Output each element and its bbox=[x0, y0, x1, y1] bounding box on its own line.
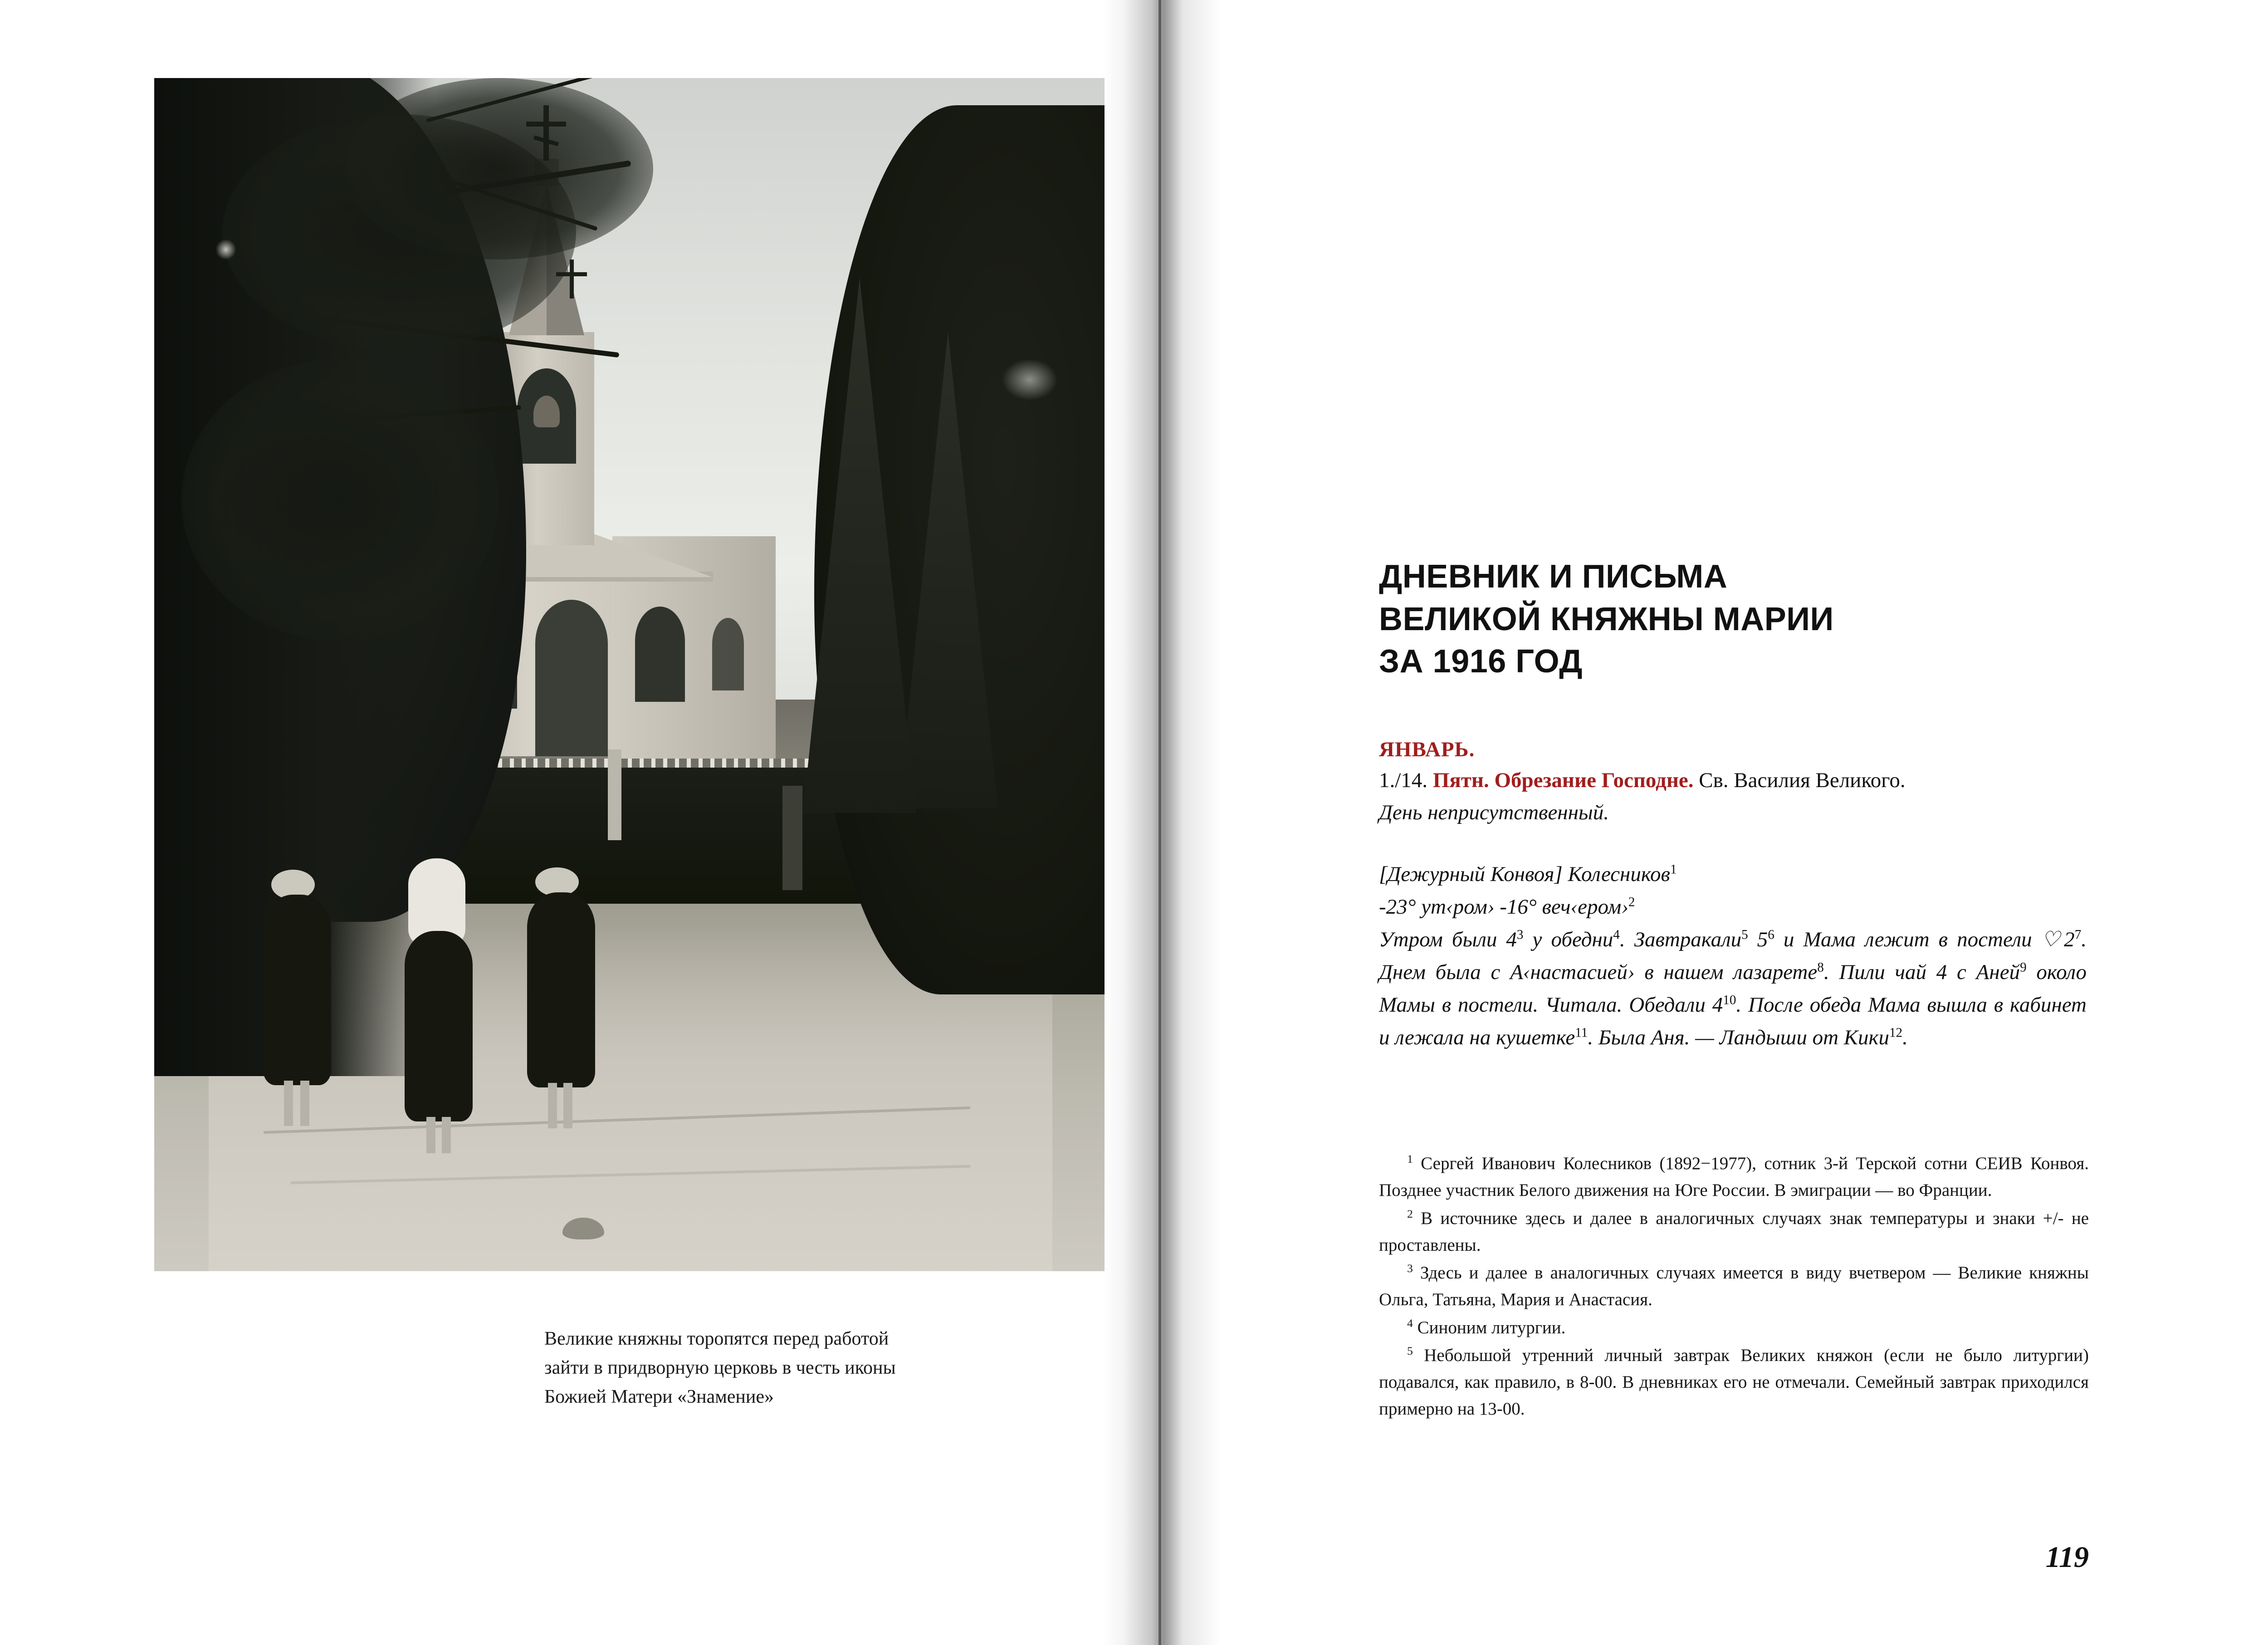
text-page bbox=[1306, 0, 2168, 1645]
page-gutter-fold bbox=[1158, 0, 1161, 1645]
footnote-text: В источнике здесь и далее в аналогичных случаях знак температуры и знаки +/- не проставлены. bbox=[1379, 1208, 2089, 1255]
footnote-text: Сергей Иванович Колесников (1892−1977), сотник 3-й Терской сотни СЕИВ Конвоя. Позднее участник Белого движения на Юге России. В эмиграции — во Франции. bbox=[1379, 1154, 2089, 1200]
church-door bbox=[535, 600, 608, 756]
photo-light-flare bbox=[1002, 359, 1057, 400]
footnote-item: $^5$ Небольшой утренний личный завтрак Великих княжон (если не было литургии) подавался, как правило, в 8-00. В дневниках его не отмечали. Семейный завтрак приходился примерно на 13-00. bbox=[1379, 1344, 2089, 1419]
footnote-text: Небольшой утренний личный завтрак Великих княжон (если не было литургии) подавался, как правило, в 8-00. В дневниках его не отмечали. Семейный завтрак приходился примерно на 13-00. bbox=[1379, 1345, 2089, 1419]
page-title-line: ВЕЛИКОЙ КНЯЖНЫ МАРИИ bbox=[1379, 601, 1834, 637]
photo-caption-line: зайти в придворную церковь в честь иконы bbox=[544, 1357, 896, 1378]
church-window bbox=[712, 618, 744, 690]
photo-fence-post bbox=[608, 749, 621, 840]
diary-line-temperature-text: -23° ут‹ром› -16° веч‹ером› bbox=[1379, 895, 1628, 919]
entry-saint: Св. Василия Великого. bbox=[1699, 769, 1906, 792]
page-number: 119 bbox=[2045, 1541, 2089, 1574]
photo-light-flare bbox=[215, 239, 236, 260]
footnotes bbox=[1379, 1150, 2089, 1424]
church-cross-secondary-vertical bbox=[570, 259, 574, 299]
diary-line-duty-text: [Дежурный Конвоя] Колесников bbox=[1379, 862, 1670, 886]
footnote-text: Здесь и далее в аналогичных случаях имеется в виду вчетвером — Великие княжны Ольга, Татьяна, Мария и Анастасия. bbox=[1379, 1263, 2089, 1310]
entry-heading bbox=[1379, 764, 2087, 828]
entry-feast: Пятн. Обрезание Господне. bbox=[1432, 769, 1694, 792]
diary-paragraph: Утром были $4^3$ у обедни$^4$. Завтракали$^5$ $5^6$ и Мама лежит в постели $♡2^7$. Днем была с А‹настасией› в нашем лазарете$^8$. Пили чай 4 с Аней$^9$ около Мамы в постели. Читала. Обедали $4^{10}$. После обеда Мама вышла в кабинет и лежала на кушетке$^{11}$. Была Аня. — Ландыши от Кики$^{12}$. bbox=[1379, 927, 2087, 1049]
photo-caption-line: Божией Матери «Знамение» bbox=[544, 1386, 774, 1407]
page-title bbox=[1379, 556, 2023, 683]
photo-foliage bbox=[181, 359, 499, 641]
entry-date: 1./14. bbox=[1379, 769, 1428, 792]
photo-caption bbox=[544, 1325, 1120, 1411]
footnote-item: $^2$ В источнике здесь и далее в аналогичных случаях знак температуры и знаки +/- не проставлены. bbox=[1379, 1207, 2089, 1255]
diary-body bbox=[1379, 858, 2087, 1054]
footnote-item: $^1$ Сергей Иванович Колесников (1892−1977), сотник 3-й Терской сотни СЕИВ Конвоя. Позднее участник Белого движения на Юге России. В эмиграции — во Франции. bbox=[1379, 1152, 2089, 1200]
footnote-text: Синоним литургии. bbox=[1417, 1317, 1566, 1337]
diary-section bbox=[1379, 737, 2087, 1054]
photograph bbox=[154, 78, 1105, 1271]
page-title-line: ДНЕВНИК И ПИСЬМА bbox=[1379, 558, 1728, 595]
photo-foliage bbox=[345, 78, 653, 259]
footnote-item: $^4$ Синоним литургии. bbox=[1407, 1316, 1566, 1337]
entry-note: День неприсутственный. bbox=[1379, 800, 1609, 824]
diary-line-temperature: -23° ут‹ром› -16° веч‹ером›$^2$ bbox=[1379, 895, 1635, 919]
page-title-line: ЗА 1916 ГОД bbox=[1379, 643, 1583, 680]
photo-gate-post bbox=[782, 786, 802, 890]
photo-caption-line: Великие княжны торопятся перед работой bbox=[544, 1328, 889, 1349]
diary-line-duty: [Дежурный Конвоя] Колесников$^1$ bbox=[1379, 862, 1677, 886]
footnote-item: $^3$ Здесь и далее в аналогичных случаях имеется в виду вчетвером — Великие княжны Ольга, Татьяна, Мария и Анастасия. bbox=[1379, 1262, 2089, 1310]
month-heading: ЯНВАРЬ. bbox=[1379, 738, 1475, 761]
church-window bbox=[635, 607, 685, 702]
